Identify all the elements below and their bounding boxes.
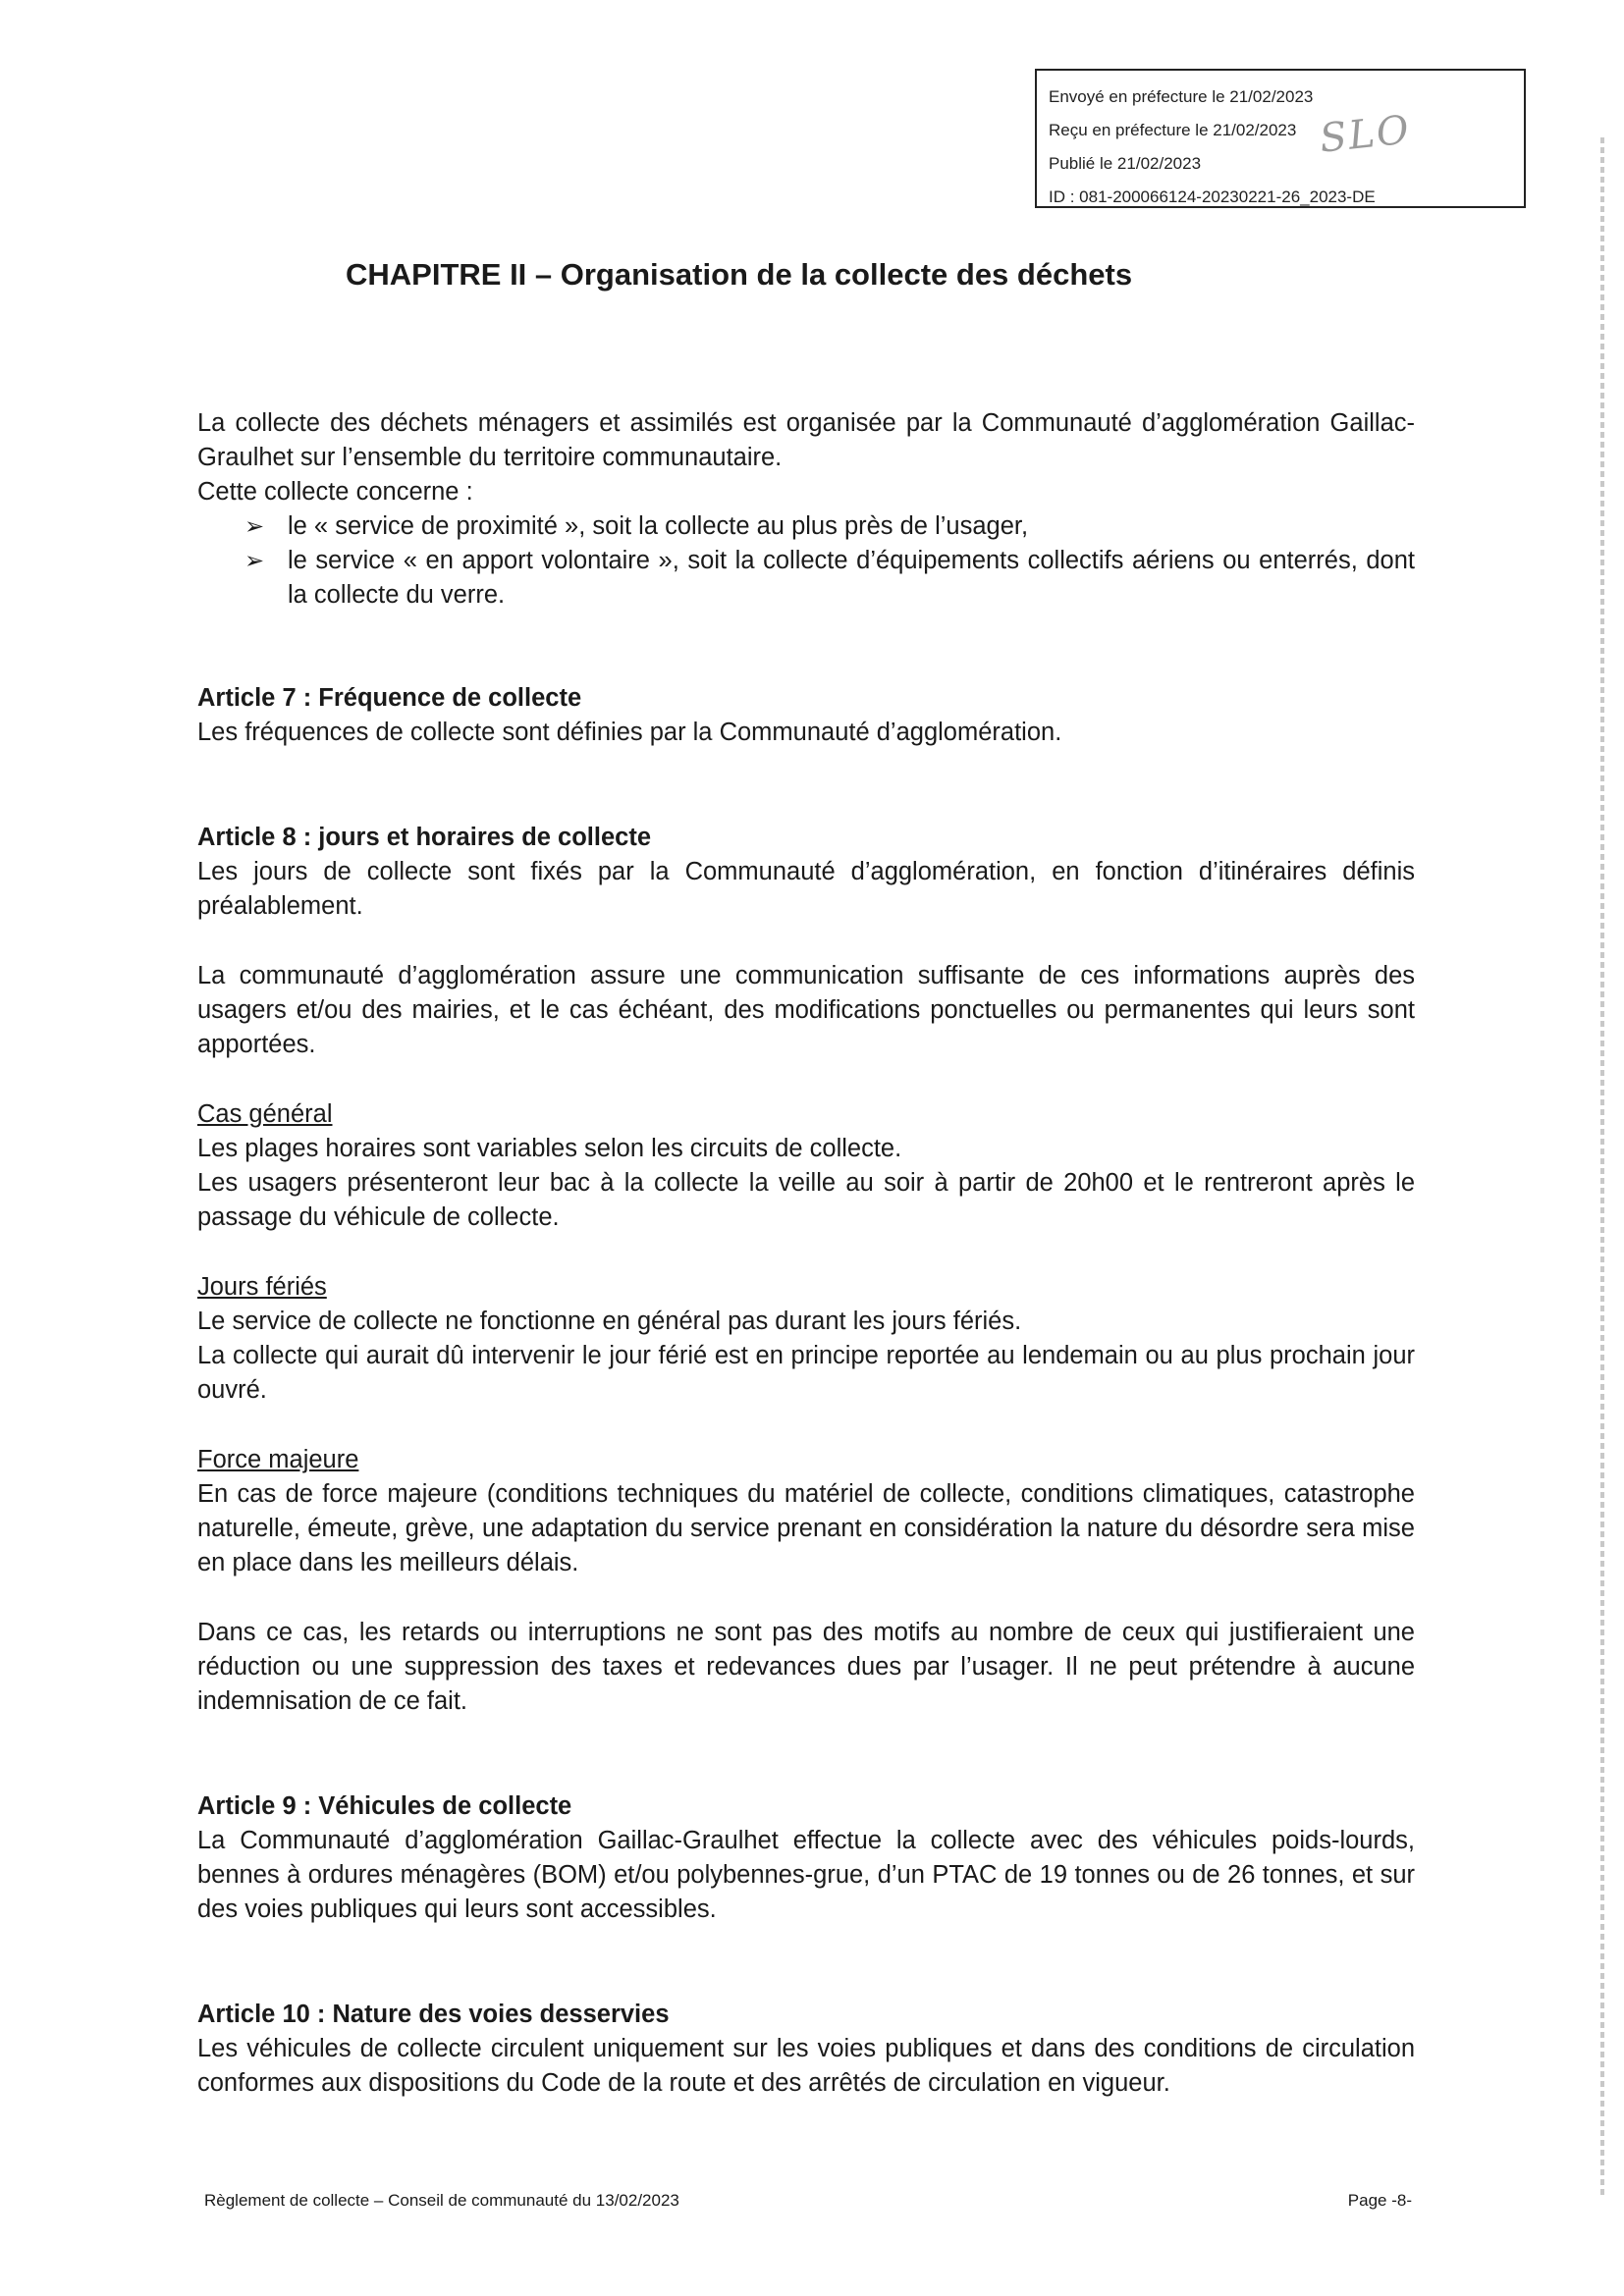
arrow-bullet-icon: ➢ — [244, 548, 265, 574]
footer-document-reference: Règlement de collecte – Conseil de communauté du 13/02/2023 — [204, 2191, 679, 2210]
article-8-text-2: La communauté d’agglomération assure une communication suffisante de ces informations auprès des usagers et/ou des mairies, et le cas échéant, des modifications ponctuelles ou permanentes qui leurs sont apportées. — [197, 962, 1415, 1058]
article-7-title: Article 7 : Fréquence de collecte — [197, 684, 582, 712]
stamp-received: Reçu en préfecture le 21/02/2023 — [1049, 121, 1297, 139]
subheading-jours-feries: Jours fériés — [197, 1273, 327, 1301]
handwritten-signature: SLO — [1317, 107, 1413, 162]
intro-concerne: Cette collecte concerne : — [197, 478, 473, 506]
article-8-title: Article 8 : jours et horaires de collecte — [197, 824, 652, 851]
page-footer — [204, 2191, 1412, 2211]
article-10-text: Les véhicules de collecte circulent uniquement sur les voies publiques et dans des conditions de circulation conformes aux dispositions du Code de la route et des arrêtés de circulation en vigueur. — [197, 2035, 1415, 2097]
cas-general-line-2: Les usagers présenteront leur bac à la collecte la veille au soir à partir de 20h00 et le rentreront après le passage du véhicule de collecte. — [197, 1169, 1415, 1231]
subheading-force-majeure: Force majeure — [197, 1446, 359, 1473]
stamp-id: ID : 081-200066124-20230221-26_2023-DE — [1049, 187, 1376, 206]
subheading-cas-general: Cas général — [197, 1100, 333, 1128]
jours-feries-line-1: Le service de collecte ne fonctionne en général pas durant les jours fériés. — [197, 1308, 1022, 1335]
intro-bullet-list — [197, 509, 1415, 613]
prefecture-stamp — [1035, 69, 1526, 208]
list-item — [244, 544, 1415, 613]
footer-page-number: Page -8- — [1347, 2191, 1412, 2210]
list-item — [244, 509, 1415, 544]
force-majeure-line-2: Dans ce cas, les retards ou interruptions ne sont pas des motifs au nombre de ceux qui justifieraient une réduction ou une suppression des taxes et redevances dues par l’usager. Il ne peut prétendre à aucune indemnisation de ce fait. — [197, 1619, 1415, 1715]
list-item-text: le « service de proximité », soit la collecte au plus près de l’usager, — [288, 512, 1029, 540]
scan-edge-artifact — [1600, 137, 1604, 2199]
intro-paragraph: La collecte des déchets ménagers et assimilés est organisée par la Communauté d’agglomération Gaillac-Graulhet sur l’ensemble du territoire communautaire. — [197, 409, 1415, 471]
document-body — [197, 406, 1415, 2101]
chapter-title: CHAPITRE II – Organisation de la collecte des déchets — [346, 257, 1133, 292]
article-9-title: Article 9 : Véhicules de collecte — [197, 1792, 572, 1820]
stamp-sent: Envoyé en préfecture le 21/02/2023 — [1049, 87, 1314, 106]
cas-general-line-1: Les plages horaires sont variables selon les circuits de collecte. — [197, 1135, 902, 1162]
jours-feries-line-2: La collecte qui aurait dû intervenir le jour férié est en principe reportée au lendemain ou au plus prochain jour ouvré. — [197, 1342, 1415, 1404]
arrow-bullet-icon: ➢ — [244, 513, 265, 540]
stamp-published: Publié le 21/02/2023 — [1049, 154, 1202, 173]
list-item-text: le service « en apport volontaire », soit la collecte d’équipements collectifs aériens ou enterrés, dont la collecte du verre. — [288, 547, 1415, 609]
article-9-text: La Communauté d’agglomération Gaillac-Graulhet effectue la collecte avec des véhicules poids-lourds, bennes à ordures ménagères (BOM) et/ou polybennes-grue, d’un PTAC de 19 tonnes ou de 26 tonnes, et sur des voies publiques qui leurs sont accessibles. — [197, 1827, 1415, 1923]
article-10-title: Article 10 : Nature des voies desservies — [197, 2001, 670, 2028]
article-8-text-1: Les jours de collecte sont fixés par la Communauté d’agglomération, en fonction d’itinéraires définis préalablement. — [197, 858, 1415, 920]
force-majeure-line-1: En cas de force majeure (conditions techniques du matériel de collecte, conditions climatiques, catastrophe naturelle, émeute, grève, une adaptation du service prenant en considération la nature du désordre sera mise en place dans les meilleurs délais. — [197, 1480, 1415, 1576]
article-7-text: Les fréquences de collecte sont définies par la Communauté d’agglomération. — [197, 719, 1062, 746]
